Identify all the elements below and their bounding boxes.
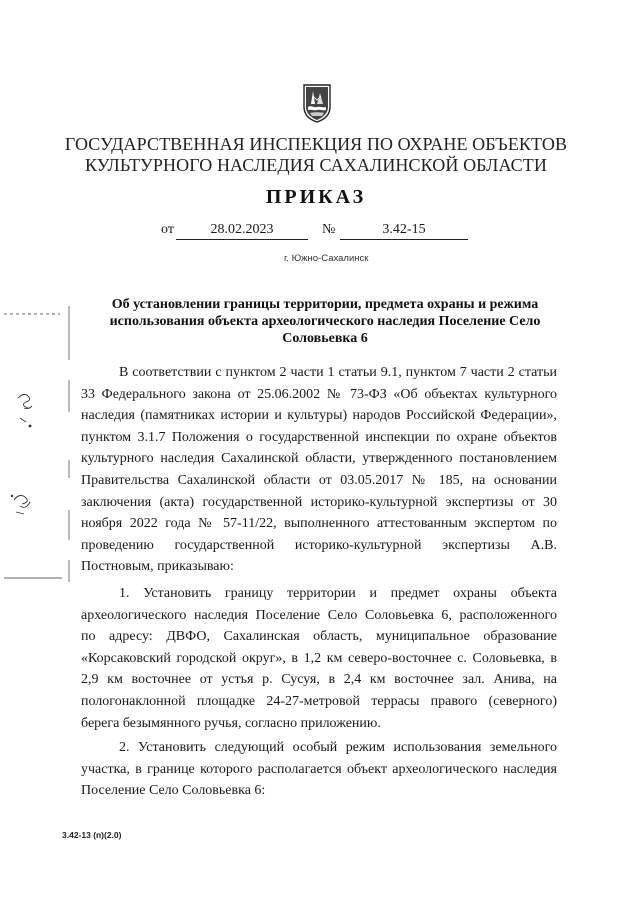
subject-line-2: использования объекта археологического наследия Поселение Село: [109, 314, 541, 329]
document-title: ПРИКАЗ: [265, 186, 367, 208]
organization-line-2: КУЛЬТУРНОГО НАСЛЕДИЯ САХАЛИНСКОЙ ОБЛАСТИ: [85, 155, 547, 175]
order-item-1: [81, 583, 557, 734]
item-1-line: 1. Установить границу территории и предмет охраны объекта: [119, 586, 557, 601]
date-label: от: [161, 222, 174, 237]
subject-line-3: Соловьевка 6: [282, 331, 368, 346]
item-2-line: 2. Установить следующий особый режим использования земельного: [119, 740, 557, 755]
document-code: 3.42-13 (п)(2.0): [62, 830, 122, 840]
item-2-line: участка, в границе которого располагается объект археологического наследия: [81, 761, 557, 777]
number-underline: [340, 239, 468, 240]
item-1-line: по адресу: ДВФО, Сахалинская область, муниципальное образование: [81, 629, 557, 645]
subject-line-1: Об установлении границы территории, предмета охраны и режима: [111, 297, 539, 312]
preamble-line: В соответствии с пунктом 2 части 1 статьи 9.1, пунктом 7 части 2 статьи: [119, 365, 557, 380]
document-subject: [90, 296, 560, 347]
preamble-line: Постновым, приказываю:: [81, 559, 234, 575]
date-value: 28.02.2023: [210, 222, 274, 237]
item-2-line: Поселение Село Соловьевка 6:: [81, 783, 266, 799]
preamble-line: ноября 2022 года № 57-11/22, выполненного аттестованным экспертом по: [81, 516, 557, 532]
organization-line-1: ГОСУДАРСТВЕННАЯ ИНСПЕКЦИЯ ПО ОХРАНЕ ОБЪЕКТОВ: [64, 134, 568, 154]
preamble-line: культурного наследия Сахалинской области, утвержденного постановлением: [81, 451, 557, 467]
preamble-line: наследия (памятниках истории и культуры) народов Российской Федерации»,: [81, 408, 557, 424]
item-1-line: «Корсаковский городской округ», в 1,2 км северо-восточнее с. Соловьевка, в: [81, 650, 557, 666]
preamble-line: заключения (акта) государственной историко-культурной экспертизы от 30: [81, 494, 557, 510]
preamble-line: 33 Федерального закона от 25.06.2002 № 73-ФЗ «Об объектах культурного: [81, 386, 557, 402]
order-item-2: [81, 737, 557, 802]
margin-binding-marks: [0, 300, 80, 600]
date-underline: [176, 239, 308, 240]
preamble-line: Правительства Сахалинской области от 03.05.2017 № 185, на основании: [81, 472, 557, 488]
item-1-line: археологического наследия Поселение Село Соловьевка 6, расположенного: [81, 607, 557, 623]
item-1-line: пологонаклонной площадке 24-27-метровой террасы правого (северного): [81, 693, 557, 709]
organization-name: [60, 134, 572, 176]
preamble-paragraph: [81, 362, 557, 578]
item-1-line: берега безымянного ручья, согласно приложению.: [81, 715, 381, 731]
sakhalin-coat-of-arms-icon: [302, 83, 332, 123]
preamble-line: проведению государственной историко-культурной экспертизы А.В.: [81, 537, 557, 553]
preamble-line: пунктом 3.1.7 Положения о государственной инспекции по охране объектов: [81, 429, 557, 445]
item-1-line: 2,9 км восточнее от устья р. Сусуя, в 2,4 км восточнее зал. Анива, на: [81, 672, 557, 688]
number-value: 3.42-15: [382, 222, 426, 237]
document-city: г. Южно-Сахалинск: [284, 253, 369, 264]
number-label: №: [322, 222, 336, 237]
